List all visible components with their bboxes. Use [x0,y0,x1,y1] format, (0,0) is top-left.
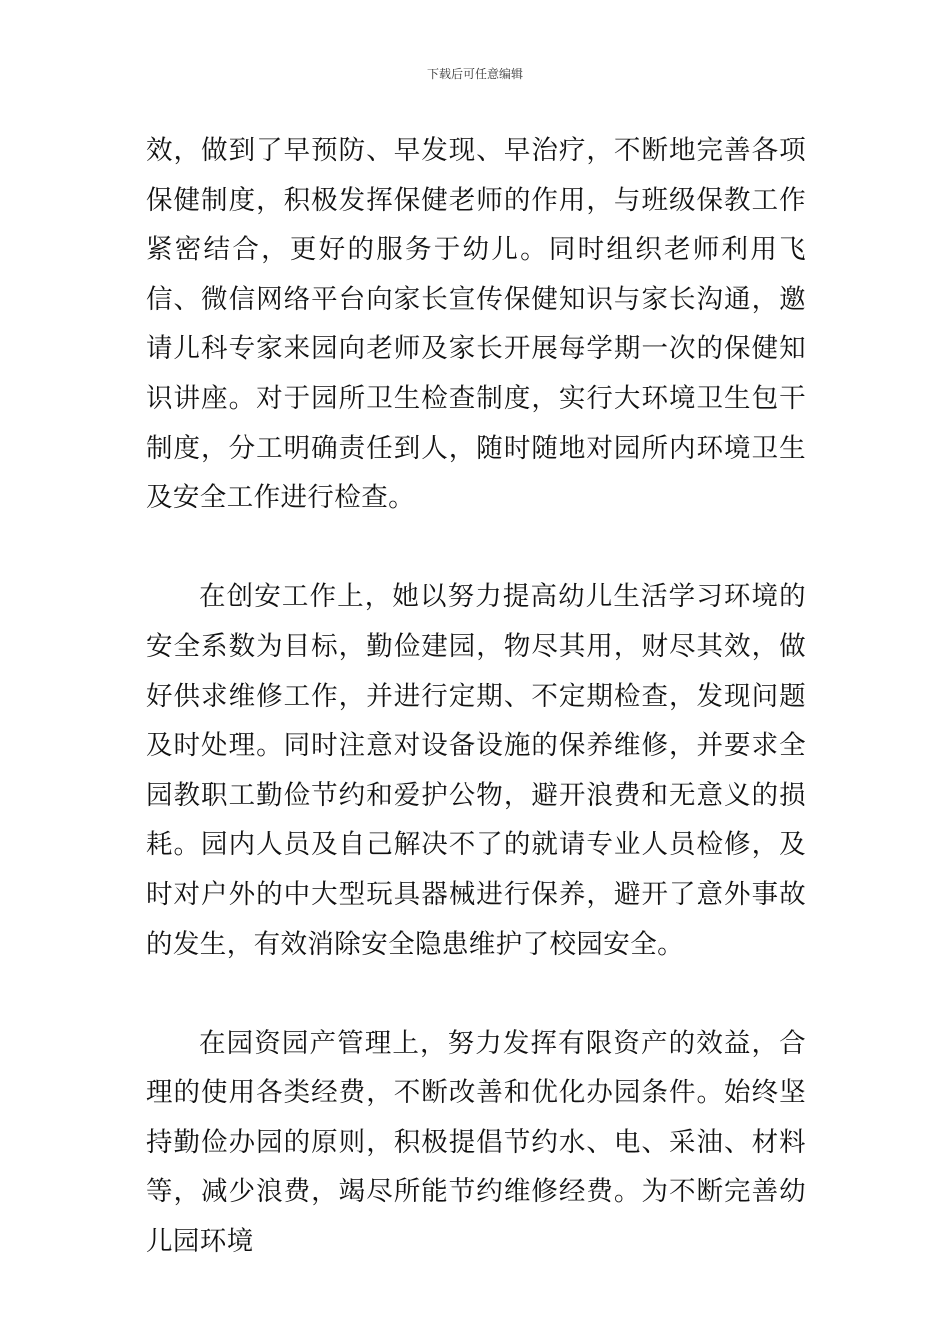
page-header-note: 下载后可任意编辑 [426,67,523,81]
paragraph-safety-work: 在创安工作上，她以努力提高幼儿生活学习环境的安全系数为目标，勤俭建园，物尽其用，财尽其效，做好供求维修工作，并进行定期、不定期检查，发现问题及时处理。同时注意对设备设施的保养维修，并要求全园教职工勤俭节约和爱护公物，避开浪费和无意义的损耗。园内人员及自己解决不了的就请专业人员检修，及时对户外的中大型玩具器械进行保养，避开了意外事故的发生，有效消除安全隐患维护了校园安全。 [146,581,806,960]
paragraph-health-care: 效，做到了早预防、早发现、早治疗，不断地完善各项保健制度，积极发挥保健老师的作用，与班级保教工作紧密结合，更好的服务于幼儿。同时组织老师利用飞信、微信网络平台向家长宣传保健知识与家长沟通，邀请儿科专家来园向老师及家长开展每学期一次的保健知识讲座。对于园所卫生检查制度，实行大环境卫生包干制度，分工明确责任到人，随时随地对园所内环境卫生及安全工作进行检查。 [146,135,806,514]
document-body [146,126,806,1267]
paragraph-asset-management: 在园资园产管理上，努力发挥有限资产的效益，合理的使用各类经费，不断改善和优化办园条件。始终坚持勤俭办园的原则，积极提倡节约水、电、采油、材料等，减少浪费，竭尽所能节约维修经费。为不断完善幼儿园环境 [146,1027,806,1258]
